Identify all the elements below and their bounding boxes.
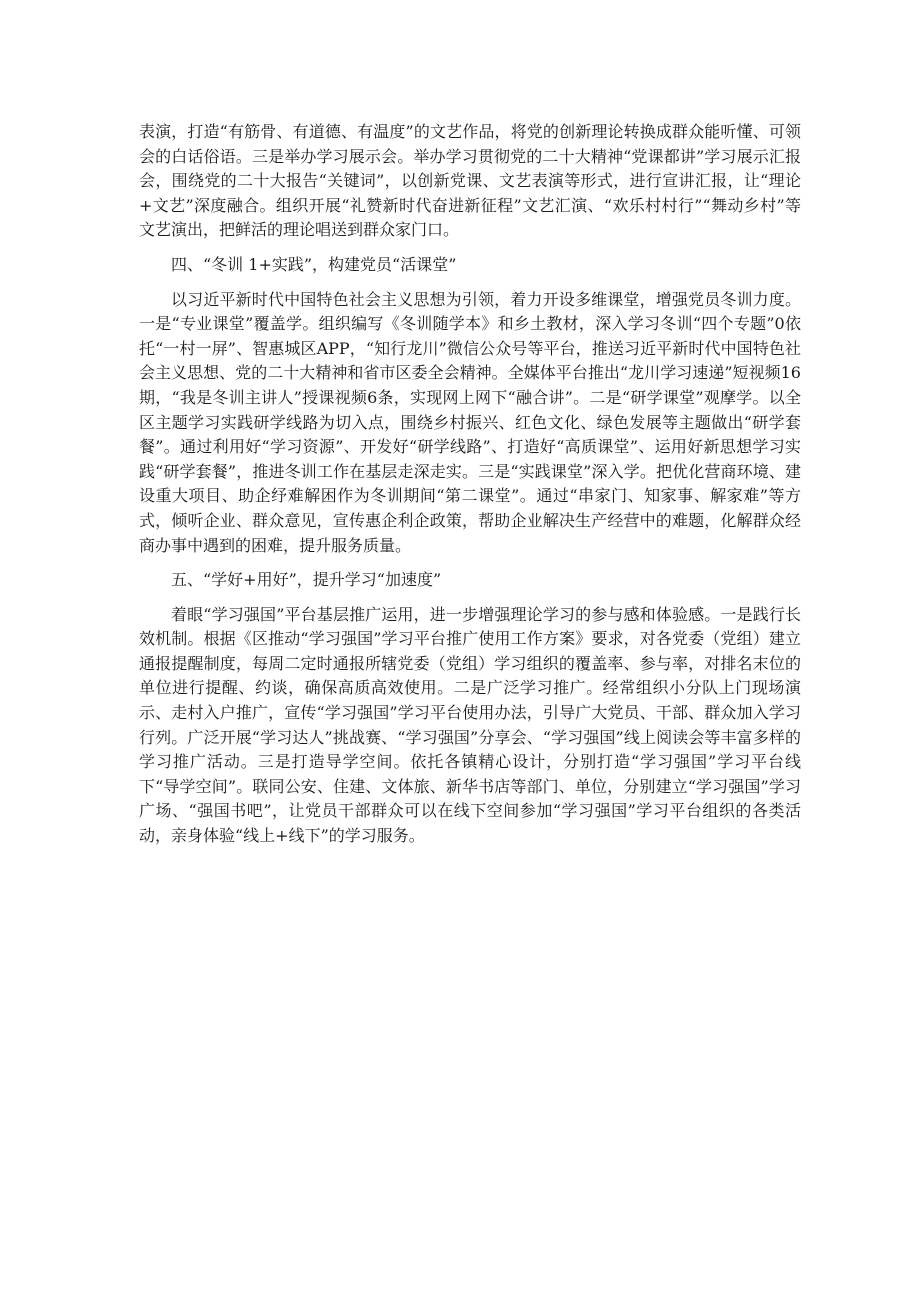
section-4-paragraph: 以习近平新时代中国特色社会主义思想为引领，着力开设多维课堂，增强党员冬训力度。一是“专业课堂”覆盖学。组织编写《冬训随学本》和乡土教材，深入学习冬训“四个专题”0依托“一村一屏”、智惠城区APP，“知行龙川”微信公众号等平台，推送习近平新时代中国特色社会主义思想、党的二十大精神和省市区委全会精神。全媒体平台推出“龙川学习速递”短视频16期，“我是冬训主讲人”授课视频6条，实现网上网下“融合讲”。二是“研学课堂”观摩学。以全区主题学习实践研学线路为切入点，围绕乡村振兴、红色文化、绿色发展等主题做出“研学套餐”。通过利用好“学习资源”、开发好“研学线路”、打造好“高质课堂”、运用好新思想学习实践“研学套餐”，推进冬训工作在基层走深走实。三是“实践课堂”深入学。把优化营商环境、建设重大项目、助企纾难解困作为冬训期间“第二课堂”。通过“串家门、知家事、解家难”等方式，倾听企业、群众意见，宣传惠企利企政策，帮助企业解决生产经营中的难题，化解群众经商办事中遇到的困难，提升服务质量。 [139,289,801,555]
section-5-paragraph: 着眼“学习强国”平台基层推广运用，进一步增强理论学习的参与感和体验感。一是践行长效机制。根据《区推动“学习强国”学习平台推广使用工作方案》要求，对各党委（党组）建立通报提醒制度，每周二定时通报所辖党委（党组）学习组织的覆盖率、参与率，对排名末位的单位进行提醒、约谈，确保高质高效使用。二是广泛学习推广。经常组织小分队上门现场演示、走村入户推广，宣传“学习强国”学习平台使用办法，引导广大党员、干部、群众加入学习行列。广泛开展“学习达人”挑战赛、“学习强国”分享会、“学习强国”线上阅读会等丰富多样的学习推广活动。三是打造导学空间。依托各镇精心设计，分别打造“学习强国”学习平台线下“导学空间”。联同公安、住建、文体旅、新华书店等部门、单位，分别建立“学习强国”学习广场、“强国书吧”，让党员干部群众可以在线下空间参加“学习强国”学习平台组织的各类活动，亲身体验“线上+线下”的学习服务。 [139,604,801,846]
document-page [139,120,801,859]
section-4-heading: 四、“冬训 1+实践”，构建党员“活课堂” [171,254,457,274]
section-5-heading: 五、“学好+用好”，提升学习“加速度” [171,570,442,590]
intro-paragraph: 表演，打造“有筋骨、有道德、有温度”的文艺作品，将党的创新理论转换成群众能听懂、可领会的白话俗语。三是举办学习展示会。举办学习贯彻党的二十大精神“党课都讲”学习展示汇报会，围绕党的二十大报告“关键词”，以创新党课、文艺表演等形式，进行宣讲汇报，让“理论+文艺”深度融合。组织开展“礼赞新时代奋进新征程”文艺汇演、“欢乐村村行”“舞动乡村”等文艺演出，把鲜活的理论唱送到群众家门口。 [139,122,801,240]
